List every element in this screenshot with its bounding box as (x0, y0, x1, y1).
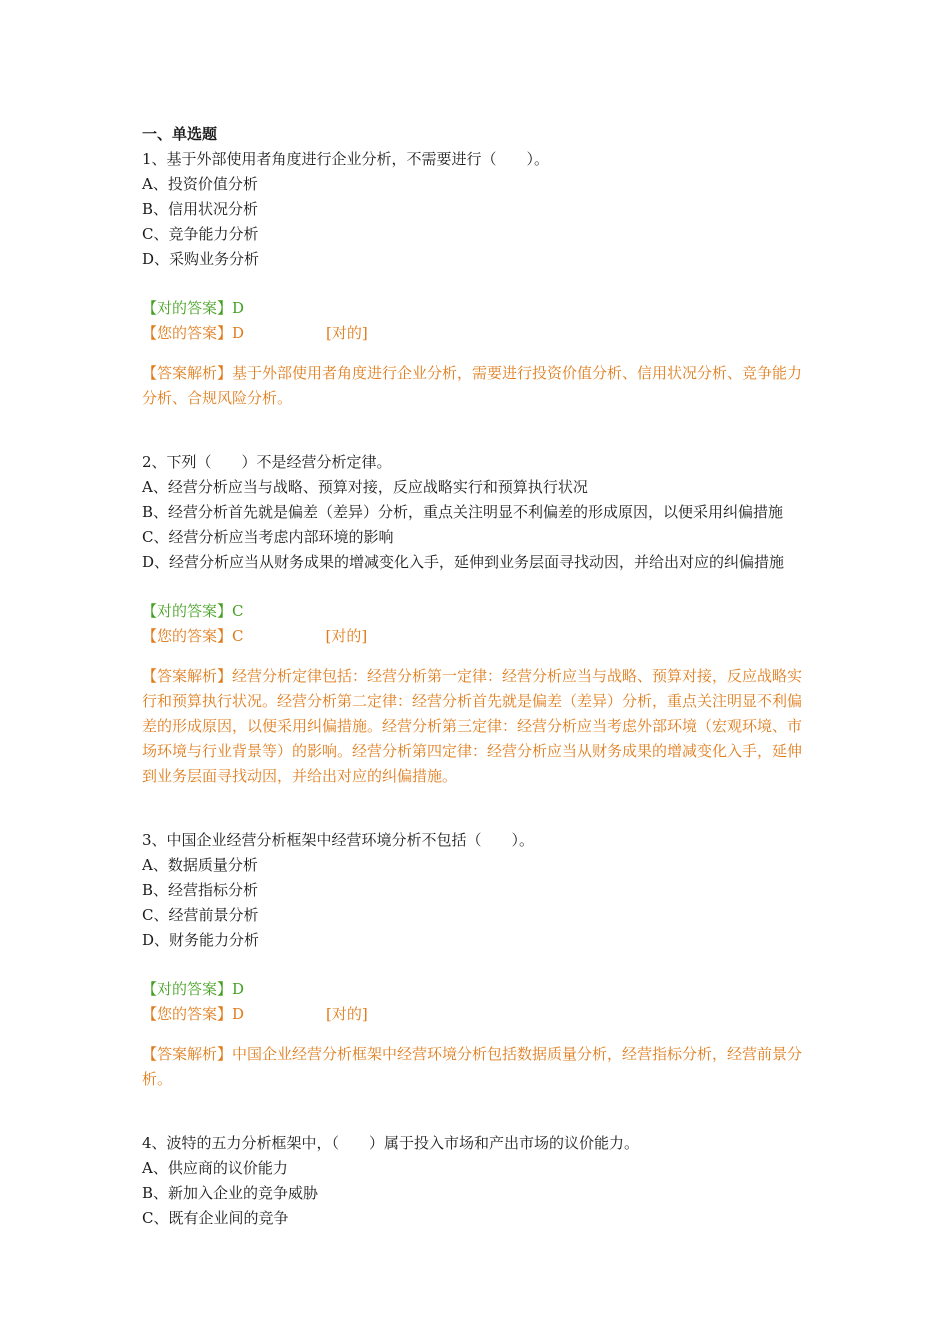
option-c: C、经营前景分析 (142, 906, 259, 924)
question-4 (142, 1131, 810, 1231)
correct-answer: 【对的答案】C (142, 602, 244, 620)
option-d: D、采购业务分析 (142, 250, 260, 268)
option-b: B、信用状况分析 (142, 200, 259, 218)
option-d: D、财务能力分析 (142, 931, 260, 949)
option-d: D、经营分析应当从财务成果的增减变化入手，延伸到业务层面寻找动因，并给出对应的纠偏措施 (142, 553, 785, 571)
answer-analysis: 【答案解析】基于外部使用者角度进行企业分析，需要进行投资价值分析、信用状况分析、竞争能力分析、合规风险分析。 (142, 364, 803, 407)
question-stem: 3、中国企业经营分析框架中经营环境分析不包括（ ）。 (142, 831, 535, 849)
result-tag: [对的] (325, 627, 368, 645)
question-stem: 1、基于外部使用者角度进行企业分析，不需要进行（ ）。 (142, 150, 550, 168)
option-a: A、经营分析应当与战略、预算对接，反应战略实行和预算执行状况 (142, 478, 588, 496)
your-answer-row (142, 321, 810, 346)
option-b: B、经营指标分析 (142, 881, 259, 899)
option-c: C、竞争能力分析 (142, 225, 259, 243)
option-a: A、投资价值分析 (142, 175, 258, 193)
correct-answer: 【对的答案】D (142, 980, 245, 998)
option-c: C、既有企业间的竞争 (142, 1209, 289, 1227)
option-a: A、供应商的议价能力 (142, 1159, 288, 1177)
question-stem: 2、下列（ ）不是经营分析定律。 (142, 453, 392, 471)
your-answer: 【您的答案】C (142, 627, 244, 645)
option-c: C、经营分析应当考虑内部环境的影响 (142, 528, 394, 546)
option-b: B、新加入企业的竞争威胁 (142, 1184, 319, 1202)
correct-answer: 【对的答案】D (142, 299, 245, 317)
answer-analysis: 【答案解析】经营分析定律包括：经营分析第一定律：经营分析应当与战略、预算对接，反应战略实行和预算执行状况。经营分析第二定律：经营分析首先就是偏差（差异）分析，重点关注明显不利偏差的形成原因，以便采用纠偏措施。经营分析第三定律：经营分析应当考虑外部环境（宏观环境、市场环境与行业背景等）的影响。经营分析第四定律：经营分析应当从财务成果的增减变化入手，延伸到业务层面寻找动因，并给出对应的纠偏措施。 (142, 667, 803, 785)
question-1 (142, 147, 810, 411)
your-answer-row (142, 1002, 810, 1027)
answer-analysis: 【答案解析】中国企业经营分析框架中经营环境分析包括数据质量分析，经营指标分析，经营前景分析。 (142, 1045, 803, 1088)
your-answer: 【您的答案】D (142, 324, 245, 342)
question-2 (142, 450, 810, 789)
option-b: B、经营分析首先就是偏差（差异）分析，重点关注明显不利偏差的形成原因，以便采用纠偏措施 (142, 503, 784, 521)
your-answer-row (142, 624, 810, 649)
section-title: 一、单选题 (142, 125, 218, 143)
question-stem: 4、波特的五力分析框架中，（ ）属于投入市场和产出市场的议价能力。 (142, 1134, 640, 1152)
option-a: A、数据质量分析 (142, 856, 258, 874)
exam-page (142, 122, 810, 1231)
question-3 (142, 828, 810, 1092)
result-tag: [对的] (326, 324, 368, 342)
result-tag: [对的] (326, 1005, 368, 1023)
your-answer: 【您的答案】D (142, 1005, 245, 1023)
